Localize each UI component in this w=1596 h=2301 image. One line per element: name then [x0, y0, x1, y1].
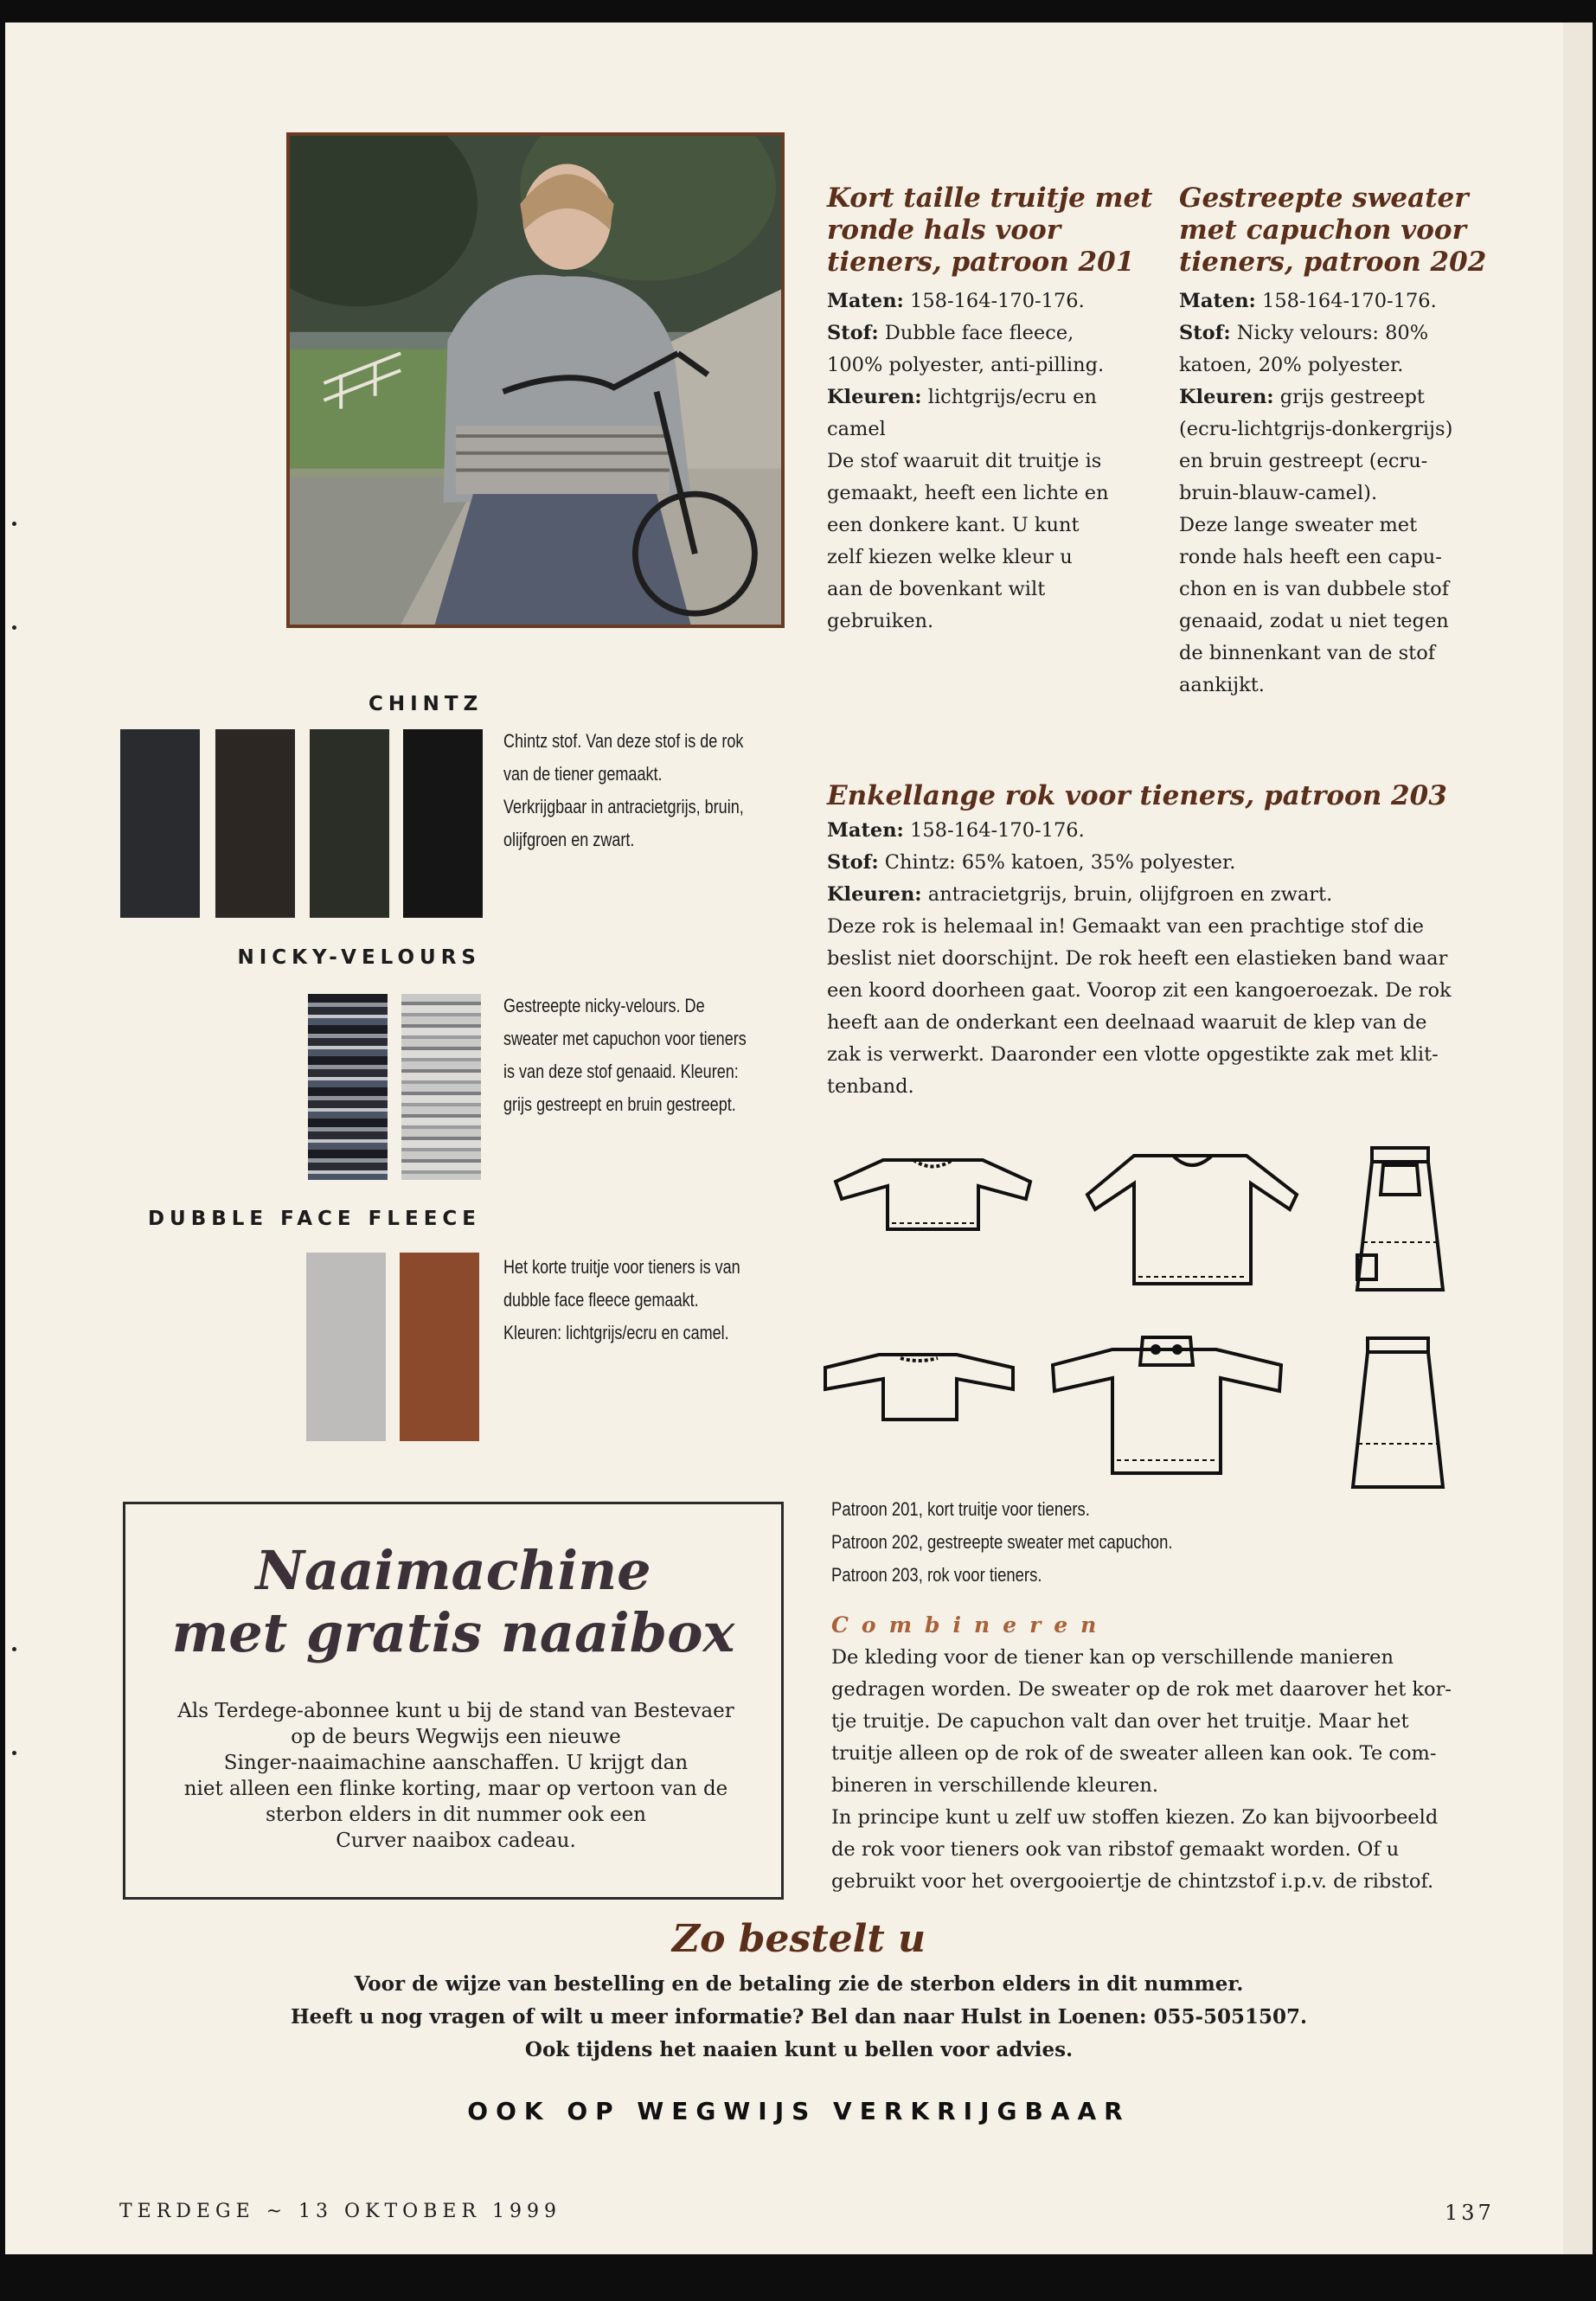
caption-line: olijfgroen en zwart. — [503, 829, 635, 850]
swatch-antracietgrijs — [120, 729, 200, 918]
sketch-patroon-201-front — [831, 1147, 1035, 1242]
swatch-grijs-gestreept — [401, 994, 481, 1180]
article-201-body — [827, 285, 1156, 638]
caption-line: Het korte truitje voor tieners is van — [503, 1256, 740, 1278]
swatch-bruin — [215, 729, 295, 918]
chintz-caption — [503, 725, 773, 856]
body-line: gebruikt voor het overgooiertje de chintzstof i.p.v. de ribstof. — [831, 1870, 1434, 1893]
body-line: bineren in verschillende kleuren. — [831, 1774, 1158, 1797]
caption-line: grijs gestreept en bruin gestreept. — [503, 1093, 736, 1115]
promo-line: sterbon elders in dit nummer ook een — [265, 1804, 646, 1826]
swatch-camel — [400, 1253, 479, 1441]
body-line: beslist niet doorschijnt. De rok heeft een elastieken band waar — [827, 947, 1448, 970]
article-201-title — [827, 183, 1156, 279]
fleece-caption — [503, 1251, 794, 1349]
body-line: chon en is van dubbele stof — [1179, 578, 1450, 600]
sketch-caption-201: Patroon 201, kort truitje voor tieners. — [831, 1498, 1090, 1520]
label: Maten: — [827, 819, 904, 842]
caption-line: van de tiener gemaakt. — [503, 763, 663, 785]
article-203-body — [827, 815, 1536, 1103]
value: camel — [827, 418, 886, 440]
body-line: gebruiken. — [827, 610, 934, 632]
promo-line: Singer-naaimachine aanschaffen. U krijgt dan — [223, 1752, 689, 1774]
value: 158-164-170-176. — [910, 819, 1085, 842]
body-line: tje truitje. De capuchon valt dan over het truitje. Maar het — [831, 1710, 1409, 1733]
body-line: zelf kiezen welke kleur u — [827, 546, 1073, 568]
body-line: ronde hals heeft een capu- — [1179, 546, 1442, 568]
label: Stof: — [1179, 322, 1231, 344]
caption-line: Kleuren: lichtgrijs/ecru en camel. — [503, 1322, 729, 1343]
body-line: heeft aan de onderkant een deelnaad waaruit de klep van de — [827, 1011, 1427, 1034]
margin-dot — [12, 1751, 16, 1755]
promo-line: niet alleen een flinke korting, maar op vertoon van de — [183, 1778, 728, 1800]
article-203-title: Enkellange rok voor tieners, patroon 203 — [827, 780, 1447, 811]
label: Maten: — [1179, 290, 1256, 312]
magazine-page — [5, 22, 1593, 2254]
caption-line: Verkrijgbaar in antracietgrijs, bruin, — [503, 796, 744, 817]
sketch-patroon-203-front — [1350, 1143, 1450, 1294]
value: 158-164-170-176. — [910, 290, 1085, 312]
order-title: Zo bestelt u — [672, 1917, 926, 1961]
value: katoen, 20% polyester. — [1179, 354, 1404, 376]
body-line: aankijkt. — [1179, 674, 1265, 696]
promo-title-line: Naaimachine — [255, 1539, 651, 1602]
title-line: met capuchon voor — [1179, 215, 1466, 246]
body-line: genaaid, zodat u niet tegen — [1179, 610, 1449, 632]
order-line: Voor de wijze van bestelling en de betaling zie de sterbon elders in dit nummer. — [354, 1972, 1244, 1996]
promo-line: Als Terdege-abonnee kunt u bij de stand van Bestevaer — [177, 1700, 734, 1722]
nicky-caption — [503, 990, 787, 1121]
body-line: Deze lange sweater met — [1179, 514, 1418, 536]
caption-line: Chintz stof. Van deze stof is de rok — [503, 730, 744, 752]
sketch-patroon-203-back — [1346, 1333, 1450, 1493]
body-line: de binnenkant van de stof — [1179, 642, 1436, 664]
label: Kleuren: — [827, 386, 922, 408]
photo-girl-with-bicycle — [286, 132, 785, 628]
caption-line: Gestreepte nicky-velours. De — [503, 995, 705, 1016]
body-line: gemaakt, heeft een lichte en — [827, 482, 1109, 504]
title-line: tieners, patroon 202 — [1179, 247, 1487, 278]
value: lichtgrijs/ecru en — [927, 386, 1097, 408]
fleece-heading: DUBBLE FACE FLEECE — [147, 1208, 481, 1230]
promo-line: Curver naaibox cadeau. — [336, 1830, 576, 1852]
title-line: Kort taille truitje met — [827, 183, 1153, 214]
promo-box — [123, 1502, 784, 1900]
title-line: Gestreepte sweater — [1179, 183, 1469, 214]
body-line: De kleding voor de tiener kan op verschillende manieren — [831, 1646, 1394, 1669]
sketch-caption-202: Patroon 202, gestreepte sweater met capuchon. — [831, 1531, 1173, 1553]
value: en bruin gestreept (ecru- — [1179, 450, 1428, 472]
caption-line: is van deze stof genaaid. Kleuren: — [503, 1061, 739, 1082]
sketch-caption-203: Patroon 203, rok voor tieners. — [831, 1564, 1042, 1586]
body-line: de rok voor tieners ook van ribstof gemaakt worden. Of u — [831, 1838, 1400, 1861]
value: Chintz: 65% katoen, 35% polyester. — [884, 851, 1236, 874]
margin-dot — [12, 1647, 16, 1651]
label: Maten: — [827, 290, 904, 312]
promo-line: op de beurs Wegwijs een nieuwe — [291, 1726, 621, 1748]
body-line: een donkere kant. U kunt — [827, 514, 1080, 536]
article-202-title — [1179, 183, 1525, 279]
value: Nicky velours: 80% — [1236, 322, 1429, 344]
article-202-body — [1179, 285, 1534, 702]
combineren-body — [831, 1642, 1541, 1898]
margin-dot — [12, 522, 16, 526]
body-line: De stof waaruit dit truitje is — [827, 450, 1102, 472]
body-line: aan de bovenkant wilt — [827, 578, 1046, 600]
body-line: Deze rok is helemaal in! Gemaakt van een prachtige stof die — [827, 915, 1424, 938]
body-line: zak is verwerkt. Daaronder een vlotte opgestikte zak met klit- — [827, 1043, 1439, 1066]
promo-title-line: met gratis naaibox — [171, 1601, 735, 1664]
swatch-olijfgroen — [310, 729, 389, 918]
sketch-patroon-202-front — [1082, 1147, 1303, 1290]
label: Kleuren: — [827, 883, 922, 906]
body-line: truitje alleen op de rok of de sweater alleen kan ook. Te com- — [831, 1742, 1437, 1765]
order-line: Ook tijdens het naaien kunt u bellen voor advies. — [524, 2038, 1074, 2061]
value: 100% polyester, anti-pilling. — [827, 354, 1105, 376]
body-line: gedragen worden. De sweater op de rok met daarover het kor- — [831, 1678, 1452, 1701]
chintz-heading: CHINTZ — [369, 693, 484, 715]
page-number: 137 — [1445, 2201, 1495, 2225]
body-line: tenband. — [827, 1075, 914, 1098]
sketch-patroon-201-back — [818, 1346, 1017, 1428]
swatch-zwart — [403, 729, 483, 918]
order-line: Heeft u nog vragen of wilt u meer informatie? Bel dan naar Hulst in Loenen: 055-5051507. — [290, 2005, 1308, 2029]
tagline: OOK OP WEGWIJS VERKRIJGBAAR — [467, 2097, 1131, 2125]
combineren-heading: Combineren — [831, 1612, 1110, 1638]
body-line: In principe kunt u zelf uw stoffen kiezen. Zo kan bijvoorbeeld — [831, 1806, 1439, 1829]
value: (ecru-lichtgrijs-donkergrijs) — [1179, 418, 1453, 440]
promo-body — [143, 1698, 769, 1854]
caption-line: sweater met capuchon voor tieners — [503, 1028, 747, 1049]
label: Stof: — [827, 322, 879, 344]
title-line: tieners, patroon 201 — [827, 247, 1135, 278]
caption-line: dubble face fleece gemaakt. — [503, 1289, 699, 1311]
swatch-bruin-gestreept — [308, 994, 388, 1180]
margin-dot — [12, 625, 16, 630]
footer-publication: TERDEGE ~ 13 OKTOBER 1999 — [119, 2201, 561, 2222]
label: Stof: — [827, 851, 879, 874]
label: Kleuren: — [1179, 386, 1274, 408]
value: grijs gestreept — [1279, 386, 1425, 408]
title-line: ronde hals voor — [827, 215, 1061, 246]
nicky-velours-heading: NICKY-VELOURS — [237, 946, 481, 969]
swatch-lichtgrijs-ecru — [306, 1253, 386, 1441]
value: 158-164-170-176. — [1262, 290, 1437, 312]
value: bruin-blauw-camel). — [1179, 482, 1378, 504]
value: antracietgrijs, bruin, olijfgroen en zwart. — [927, 883, 1333, 906]
value: Dubble face fleece, — [884, 322, 1074, 344]
body-line: een koord doorheen gaat. Voorop zit een kangoeroezak. De rok — [827, 979, 1452, 1002]
sketch-patroon-202-back — [1048, 1330, 1285, 1477]
